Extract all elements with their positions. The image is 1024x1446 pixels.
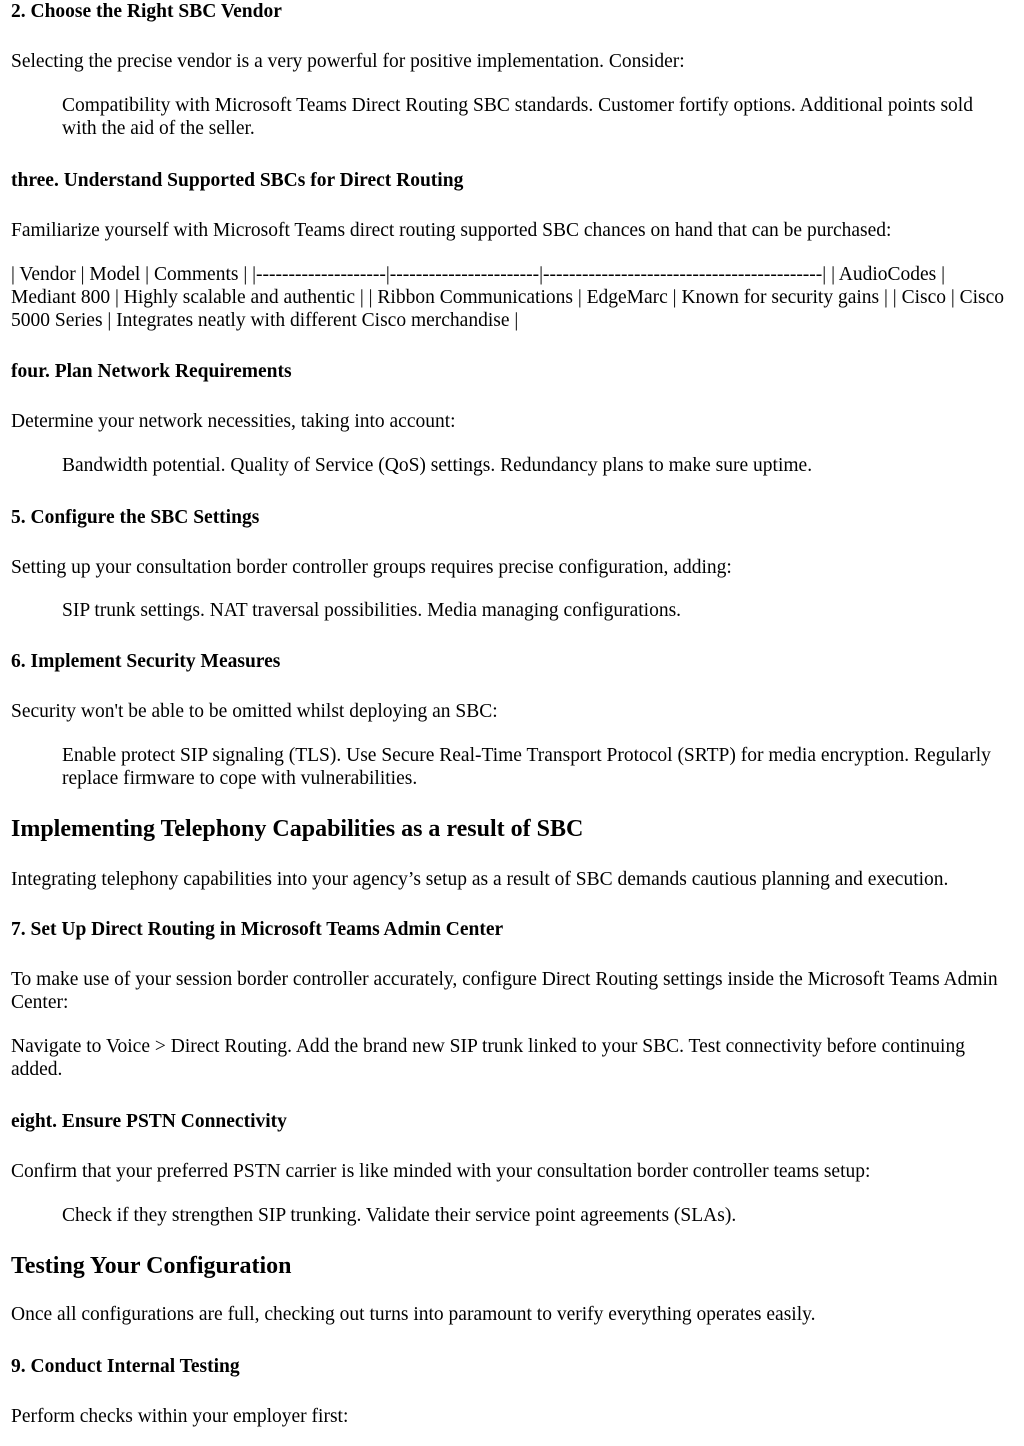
section-heading-direct-routing-admin: 7. Set Up Direct Routing in Microsoft Teams Admin Center (11, 919, 504, 940)
section-heading-choose-vendor: 2. Choose the Right SBC Vendor (11, 1, 282, 22)
heading-testing-configuration: Testing Your Configuration (11, 1253, 292, 1279)
paragraph-admin-intro: To make use of your session border controller accurately, configure Direct Routing settings inside the Microsoft Teams Admin Center: (11, 969, 998, 1013)
paragraph-telephony-intro: Integrating telephony capabilities into your agency’s setup as a result of SBC demands cautious planning and execution. (11, 869, 949, 890)
section-heading-network-requirements: four. Plan Network Requirements (11, 361, 292, 382)
paragraph-configure-intro: Setting up your consultation border controller groups requires precise configuration, adding: (11, 557, 732, 578)
heading-implementing-telephony: Implementing Telephony Capabilities as a result of SBC (11, 816, 584, 842)
section-heading-internal-testing: 9. Conduct Internal Testing (11, 1356, 240, 1377)
section-heading-pstn-connectivity: eight. Ensure PSTN Connectivity (11, 1111, 287, 1132)
paragraph-pstn-intro: Confirm that your preferred PSTN carrier is like minded with your consultation border controller teams setup: (11, 1161, 871, 1182)
paragraph-internal-testing-intro: Perform checks within your employer first: (11, 1406, 349, 1427)
section-heading-supported-sbcs: three. Understand Supported SBCs for Direct Routing (11, 170, 464, 191)
paragraph-vendor-intro: Selecting the precise vendor is a very powerful for positive implementation. Consider: (11, 51, 685, 72)
list-security-items: Enable protect SIP signaling (TLS). Use Secure Real-Time Transport Protocol (SRTP) for media encryption. Regularly replace firmware to cope with vulnerabilities. (62, 745, 991, 789)
paragraph-admin-steps: Navigate to Voice > Direct Routing. Add the brand new SIP trunk linked to your SBC. Test connectivity before continuing added. (11, 1036, 965, 1080)
list-pstn-items: Check if they strengthen SIP trunking. Validate their service point agreements (SLAs). (62, 1205, 737, 1226)
section-heading-configure-sbc: 5. Configure the SBC Settings (11, 507, 260, 528)
paragraph-supported-intro: Familiarize yourself with Microsoft Teams direct routing supported SBC chances on hand that can be purchased: (11, 220, 892, 241)
paragraph-testing-intro: Once all configurations are full, checking out turns into paramount to verify everything operates easily. (11, 1304, 816, 1325)
paragraph-security-intro: Security won't be able to be omitted whilst deploying an SBC: (11, 701, 498, 722)
section-heading-security-measures: 6. Implement Security Measures (11, 651, 281, 672)
list-vendor-considerations: Compatibility with Microsoft Teams Direct Routing SBC standards. Customer fortify options. Additional points sold with the aid of the seller. (62, 95, 973, 139)
list-network-items: Bandwidth potential. Quality of Service (QoS) settings. Redundancy plans to make sure uptime. (62, 455, 813, 476)
vendor-table-text: | Vendor | Model | Comments | |--------------------|-----------------------|-------------------------------------------| | AudioCodes | Mediant 800 | Highly scalable and authentic | | Ribbon Communications | EdgeMarc | Known for security gains | | Cisco | Cisco 5000 Series | Integrates neatly with different Cisco merchandise | (11, 264, 1005, 331)
paragraph-network-intro: Determine your network necessities, taking into account: (11, 411, 456, 432)
list-configure-items: SIP trunk settings. NAT traversal possibilities. Media managing configurations. (62, 600, 682, 621)
